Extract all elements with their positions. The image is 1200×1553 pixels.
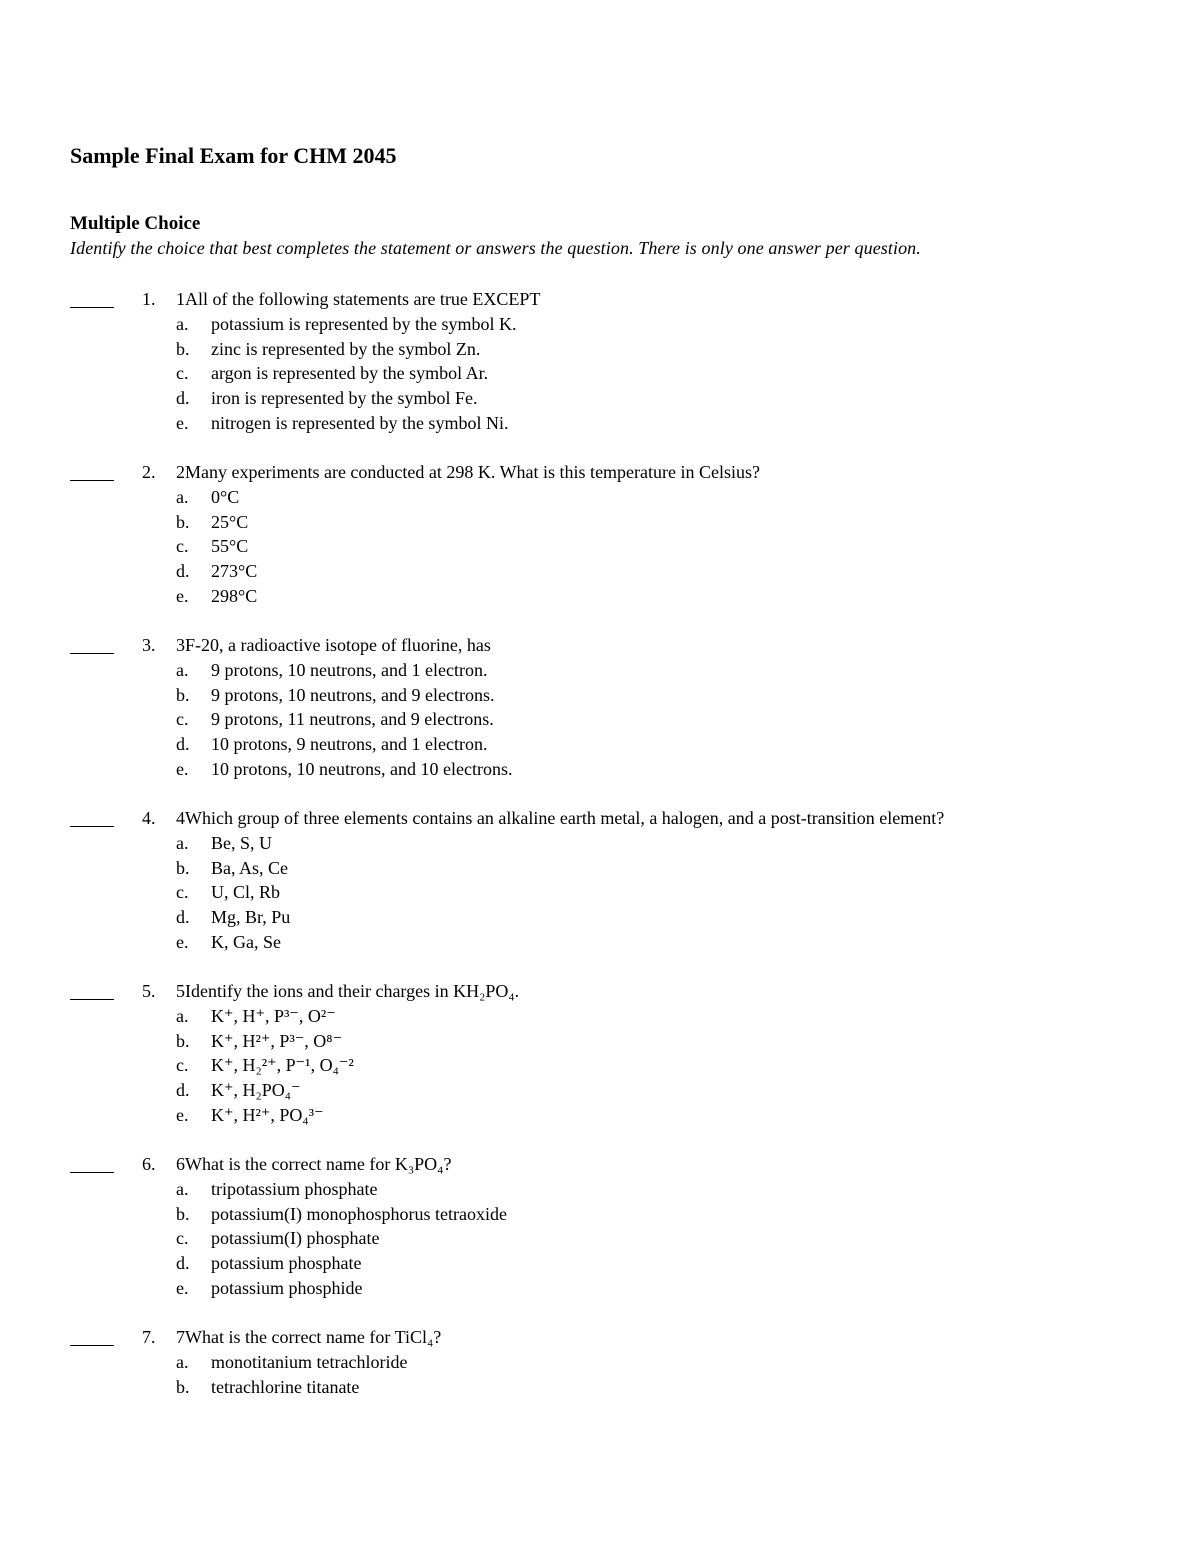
question-number: 3. xyxy=(142,635,156,655)
choice xyxy=(70,905,1180,930)
choice-label: d. xyxy=(176,907,190,928)
question-stem xyxy=(70,806,1180,831)
question-stem xyxy=(70,1152,1180,1177)
choice-text: K⁺, H₂²⁺, P⁻¹, O₄⁻² xyxy=(211,1055,354,1076)
choice xyxy=(70,930,1180,955)
question-6 xyxy=(70,1152,1180,1301)
answer-blank[interactable] xyxy=(70,633,114,658)
choice-text: Be, S, U xyxy=(211,832,273,853)
choice xyxy=(70,1276,1180,1301)
section-heading: Multiple Choice xyxy=(70,213,201,234)
choice-text: potassium phosphate xyxy=(211,1253,362,1274)
choice-text: argon is represented by the symbol Ar. xyxy=(211,363,489,384)
choice xyxy=(70,1375,1180,1400)
choice-text: K⁺, H⁺, P³⁻, O²⁻ xyxy=(211,1005,336,1026)
choice-text: K⁺, H²⁺, PO₄³⁻ xyxy=(211,1104,324,1125)
choice xyxy=(70,732,1180,757)
choice xyxy=(70,1251,1180,1276)
answer-blank[interactable] xyxy=(70,1152,114,1177)
choice-text: nitrogen is represented by the symbol Ni. xyxy=(211,412,509,433)
choice-label: d. xyxy=(176,388,190,409)
choice-text: monotitanium tetrachloride xyxy=(211,1351,408,1372)
choice-label: c. xyxy=(176,363,189,384)
question-stem xyxy=(70,1325,1180,1350)
choice xyxy=(70,411,1180,436)
choice-text: 0°C xyxy=(211,486,240,507)
question-text: 3F-20, a radioactive isotope of fluorine, has xyxy=(176,635,491,655)
choice xyxy=(70,1053,1180,1078)
choice-text: zinc is represented by the symbol Zn. xyxy=(211,338,481,359)
choice-text: U, Cl, Rb xyxy=(211,882,281,903)
question-number: 6. xyxy=(142,1154,156,1174)
choice-text: iron is represented by the symbol Fe. xyxy=(211,388,478,409)
choice-label: b. xyxy=(176,857,190,878)
choice xyxy=(70,485,1180,510)
choice xyxy=(70,510,1180,535)
choice-label: d. xyxy=(176,1253,190,1274)
choice-label: e. xyxy=(176,585,189,606)
question-2 xyxy=(70,460,1180,609)
choice-text: potassium(I) phosphate xyxy=(211,1228,380,1249)
choice-text: potassium(I) monophosphorus tetraoxide xyxy=(211,1203,507,1224)
choice-label: a. xyxy=(176,832,189,853)
choice-label: b. xyxy=(176,1203,190,1224)
choice-label: e. xyxy=(176,931,189,952)
choice xyxy=(70,1029,1180,1054)
answer-blank[interactable] xyxy=(70,460,114,485)
choice-text: 10 protons, 9 neutrons, and 1 electron. xyxy=(211,734,488,755)
question-number: 5. xyxy=(142,981,156,1001)
question-text: 4Which group of three elements contains an alkaline earth metal, a halogen, and a post-transition element? xyxy=(176,808,945,828)
choice-label: a. xyxy=(176,1351,189,1372)
choice-text: 10 protons, 10 neutrons, and 10 electrons. xyxy=(211,758,513,779)
choice-text: tetrachlorine titanate xyxy=(211,1376,360,1397)
choice-text: Ba, As, Ce xyxy=(211,857,289,878)
choice-label: a. xyxy=(176,1178,189,1199)
choice xyxy=(70,386,1180,411)
choice-label: a. xyxy=(176,486,189,507)
choice-label: c. xyxy=(176,536,189,557)
choice-text: 9 protons, 10 neutrons, and 9 electrons. xyxy=(211,684,495,705)
choice xyxy=(70,534,1180,559)
question-text: 2Many experiments are conducted at 298 K. What is this temperature in Celsius? xyxy=(176,462,761,482)
choice-text: potassium is represented by the symbol K. xyxy=(211,313,517,334)
question-text: 5Identify the ions and their charges in KH₂PO₄. xyxy=(176,981,520,1001)
answer-blank[interactable] xyxy=(70,1325,114,1350)
choice-text: potassium phosphide xyxy=(211,1277,363,1298)
choice-text: 9 protons, 11 neutrons, and 9 electrons. xyxy=(211,709,494,730)
choice xyxy=(70,559,1180,584)
choice xyxy=(70,658,1180,683)
question-7 xyxy=(70,1325,1180,1399)
choice-label: e. xyxy=(176,758,189,779)
choice xyxy=(70,683,1180,708)
choice xyxy=(70,831,1180,856)
answer-blank[interactable] xyxy=(70,287,114,312)
choice xyxy=(70,856,1180,881)
choice-text: K⁺, H²⁺, P³⁻, O⁸⁻ xyxy=(211,1030,343,1051)
choice-text: 298°C xyxy=(211,585,258,606)
choice-label: d. xyxy=(176,734,190,755)
choice-text: 55°C xyxy=(211,536,249,557)
choice xyxy=(70,1078,1180,1103)
choice xyxy=(70,312,1180,337)
choice-text: 25°C xyxy=(211,511,249,532)
question-stem xyxy=(70,460,1180,485)
choice-text: K⁺, H₂PO₄⁻ xyxy=(211,1080,301,1101)
question-stem xyxy=(70,633,1180,658)
choice-label: d. xyxy=(176,1080,190,1101)
choice xyxy=(70,1103,1180,1128)
question-stem xyxy=(70,287,1180,312)
instructions-text: Identify the choice that best completes the statement or answers the question. There is only one answer per question. xyxy=(70,238,921,258)
choice xyxy=(70,361,1180,386)
page-title: Sample Final Exam for CHM 2045 xyxy=(70,143,397,168)
choice-label: c. xyxy=(176,709,189,730)
choice-label: a. xyxy=(176,659,189,680)
choice-label: c. xyxy=(176,882,189,903)
choice-label: c. xyxy=(176,1055,189,1076)
choice xyxy=(70,1226,1180,1251)
question-5 xyxy=(70,979,1180,1128)
choice xyxy=(70,880,1180,905)
answer-blank[interactable] xyxy=(70,979,114,1004)
choice-label: b. xyxy=(176,511,190,532)
choice-label: e. xyxy=(176,412,189,433)
question-text: 1All of the following statements are true EXCEPT xyxy=(176,289,541,309)
question-text: 6What is the correct name for K₃PO₄? xyxy=(176,1154,452,1174)
choice-text: 9 protons, 10 neutrons, and 1 electron. xyxy=(211,659,488,680)
question-number: 7. xyxy=(142,1327,156,1347)
choice-text: K, Ga, Se xyxy=(211,931,281,952)
choice-label: b. xyxy=(176,1030,190,1051)
choice-label: b. xyxy=(176,684,190,705)
choice-label: a. xyxy=(176,1005,189,1026)
choice-label: e. xyxy=(176,1104,189,1125)
choice xyxy=(70,1350,1180,1375)
question-1 xyxy=(70,287,1180,436)
choice xyxy=(70,707,1180,732)
question-text: 7What is the correct name for TiCl₄? xyxy=(176,1327,442,1347)
choice-label: e. xyxy=(176,1277,189,1298)
question-number: 4. xyxy=(142,808,156,828)
question-3 xyxy=(70,633,1180,782)
question-stem xyxy=(70,979,1180,1004)
choice xyxy=(70,1202,1180,1227)
choice xyxy=(70,1177,1180,1202)
choice-label: a. xyxy=(176,313,189,334)
choice xyxy=(70,757,1180,782)
choice-label: b. xyxy=(176,338,190,359)
choice xyxy=(70,1004,1180,1029)
choice xyxy=(70,584,1180,609)
choice xyxy=(70,337,1180,362)
choice-label: d. xyxy=(176,561,190,582)
choice-label: b. xyxy=(176,1376,190,1397)
question-number: 2. xyxy=(142,462,156,482)
question-4 xyxy=(70,806,1180,955)
choice-text: tripotassium phosphate xyxy=(211,1178,378,1199)
answer-blank[interactable] xyxy=(70,806,114,831)
choice-text: Mg, Br, Pu xyxy=(211,907,291,928)
choice-label: c. xyxy=(176,1228,189,1249)
question-number: 1. xyxy=(142,289,156,309)
choice-text: 273°C xyxy=(211,561,258,582)
